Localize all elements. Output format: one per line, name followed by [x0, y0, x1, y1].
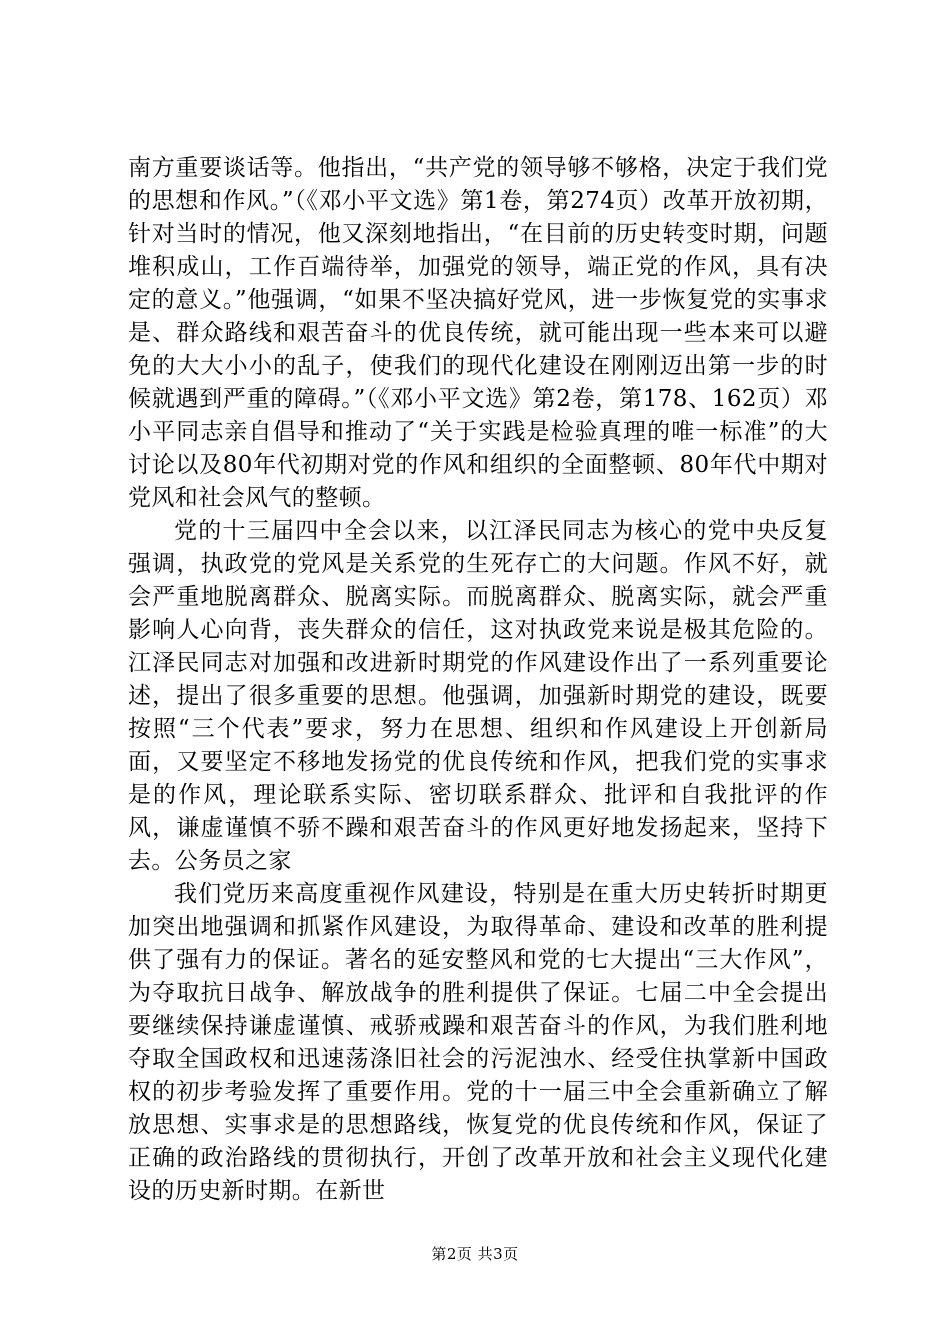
- paragraph-3: 我们党历来高度重视作风建设，特别是在重大历史转折时期更加突出地强调和抓紧作风建设，为取得革命、建设和改革的胜利提供了强有力的保证。著名的延安整风和党的七大提出“三大作风”，为夺取抗日战争、解放战争的胜利提供了保证。七届二中全会提出要继续保持谦虚谨慎、戒骄戒躁和艰苦奋斗的作风，为我们胜利地夺取全国政权和迅速荡涤旧社会的污泥浊水、经受住执掌新中国政权的初步考验发挥了重要作用。党的十一届三中全会重新确立了解放思想、实事求是的思想路线，恢复党的优良传统和作风，保证了正确的政治路线的贯彻执行，开创了改革开放和社会主义现代化建设的历史新时期。在新世: [128, 881, 828, 1204]
- document-body: [128, 152, 828, 1208]
- page-footer: [0, 1244, 950, 1264]
- page-number: 第2页 共3页: [431, 1245, 519, 1263]
- paragraph-2: 党的十三届四中全会以来，以江泽民同志为核心的党中央反复强调，执政党的党风是关系党的生死存亡的大问题。作风不好，就会严重地脱离群众、脱离实际。而脱离群众、脱离实际，就会严重影响人心向背，丧失群众的信任，这对执政党来说是极其危险的。江泽民同志对加强和改进新时期党的作风建设作出了一系列重要论述，提出了很多重要的思想。他强调，加强新时期党的建设，既要按照“三个代表”要求，努力在思想、组织和作风建设上开创新局面，又要坚定不移地发扬党的优良传统和作风，把我们党的实事求是的作风，理论联系实际、密切联系群众、批评和自我批评的作风，谦虚谨慎不骄不躁和艰苦奋斗的作风更好地发扬起来，坚持下去。公务员之家: [128, 518, 828, 874]
- paragraph-1: 南方重要谈话等。他指出，“共产党的领导够不够格，决定于我们党的思想和作风。”（《邓小平文选》第1卷，第274页）改革开放初期，针对当时的情况，他又深刻地指出，“在目前的历史转变时期，问题堆积成山，工作百端待举，加强党的领导，端正党的作风，具有决定的意义。”他强调，“如果不坚决搞好党风，进一步恢复党的实事求是、群众路线和艰苦奋斗的优良传统，就可能出现一些本来可以避免的大大小小的乱子，使我们的现代化建设在刚刚迈出第一步的时候就遇到严重的障碍。”（《邓小平文选》第2卷，第178、162页）邓小平同志亲自倡导和推动了“关于实践是检验真理的唯一标准”的大讨论以及80年代初期对党的作风和组织的全面整顿、80年代中期对党风和社会风气的整顿。: [128, 155, 828, 511]
